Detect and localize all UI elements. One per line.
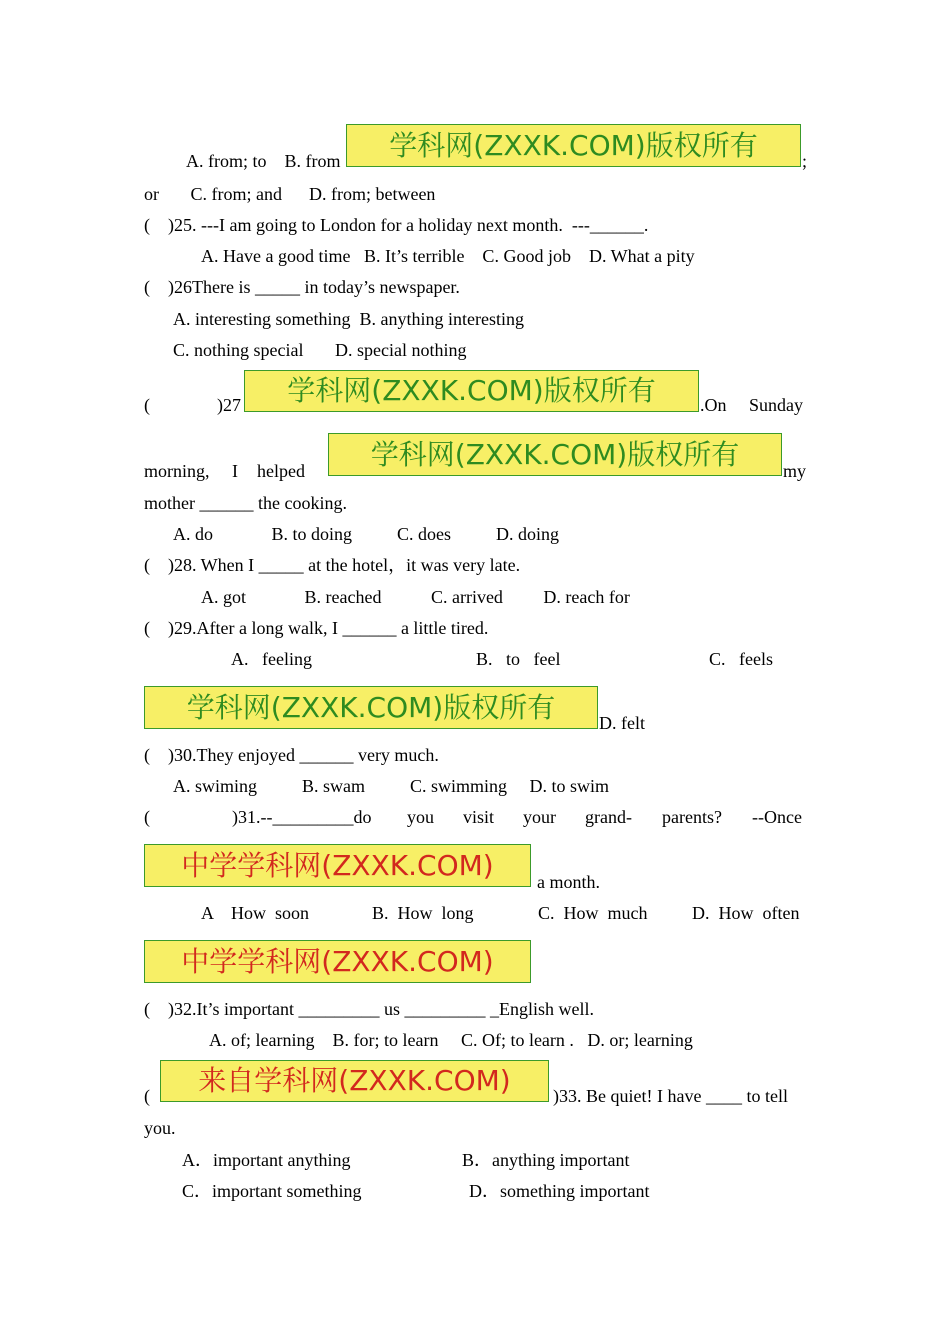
question-32: ( )32.It’s important _________ us _________ _English well. [144, 999, 594, 1019]
question-31-text: parents? [662, 807, 722, 827]
question-25-options: A. Have a good time B. It’s terrible C. Good job D. What a pity [201, 246, 695, 266]
question-31-text: your [523, 807, 556, 827]
question-27-text: morning, [144, 461, 210, 481]
question-29: ( )29.After a long walk, I ______ a little tired. [144, 618, 489, 638]
question-27-number: )27 [217, 395, 241, 415]
question-27-text: I [232, 461, 238, 481]
question-31-bracket: ( [144, 807, 150, 827]
question-33-text: you. [144, 1118, 176, 1138]
question-25: ( )25. ---I am going to London for a holiday next month. ---______. [144, 215, 649, 235]
question-31-text: a month. [537, 872, 600, 892]
question-31-text: )31.--_________do [232, 807, 372, 827]
question-31-text: you [407, 807, 434, 827]
question-28-options: A. got B. reached C. arrived D. reach for [201, 587, 630, 607]
question-31-text: grand- [585, 807, 632, 827]
copyright-watermark: 学科网(ZXXK.COM)版权所有 [346, 124, 801, 167]
copyright-watermark: 学科网(ZXXK.COM)版权所有 [328, 433, 782, 476]
question-31-text: visit [463, 807, 495, 827]
middle-school-watermark: 中学学科网(ZXXK.COM) [144, 940, 531, 983]
question-29-option-a: A. feeling [231, 649, 312, 669]
question-32-options: A. of; learning B. for; to learn C. Of; to learn . D. or; learning [209, 1030, 693, 1050]
question-33-option-c: C．important something [182, 1181, 362, 1201]
option-line: A. from; to B. from [160, 151, 341, 171]
question-27-bracket: ( [144, 395, 150, 415]
copyright-watermark: 学科网(ZXXK.COM)版权所有 [244, 370, 699, 412]
question-30: ( )30.They enjoyed ______ very much. [144, 745, 439, 765]
question-26: ( )26There is _____ in today’s newspaper. [144, 277, 460, 297]
question-27-text: .On [700, 395, 727, 415]
middle-school-watermark: 中学学科网(ZXXK.COM) [144, 844, 531, 887]
question-30-options: A. swiming B. swam C. swimming D. to swim [173, 776, 610, 796]
question-31-option-a: A How soon [201, 903, 310, 923]
question-33-option-a: A．important anything [182, 1150, 351, 1170]
question-31-option-d: D. How often [692, 903, 800, 923]
question-33-option-b: B．anything important [462, 1150, 630, 1170]
question-33-bracket: ( [144, 1086, 150, 1106]
question-31-option-c: C. How much [538, 903, 648, 923]
question-29-option-d: D. felt [599, 713, 645, 733]
from-site-watermark: 来自学科网(ZXXK.COM) [160, 1060, 549, 1102]
question-26-options-a: A. interesting something B. anything interesting [173, 309, 524, 329]
semicolon-text: ; [802, 151, 808, 171]
question-28: ( )28. When I _____ at the hotel，it was very late. [144, 555, 521, 575]
question-27-text: mother ______ the cooking. [144, 493, 347, 513]
question-29-option-b: B. to feel [476, 649, 561, 669]
question-27-text: my [783, 461, 807, 481]
question-27-options: A. do B. to doing C. does D. doing [173, 524, 560, 544]
question-26-options-b: C. nothing special D. special nothing [173, 340, 467, 360]
question-27-text: Sunday [749, 395, 803, 415]
question-31-text: --Once [752, 807, 802, 827]
question-31-option-b: B. How long [372, 903, 474, 923]
option-line: or C. from; and D. from; between [144, 184, 436, 204]
question-29-option-c: C. feels [709, 649, 773, 669]
question-33-text: )33. Be quiet! I have ____ to tell [553, 1086, 788, 1106]
copyright-watermark: 学科网(ZXXK.COM)版权所有 [144, 686, 598, 729]
question-33-option-d: D．something important [469, 1181, 650, 1201]
question-27-text: helped [257, 461, 305, 481]
